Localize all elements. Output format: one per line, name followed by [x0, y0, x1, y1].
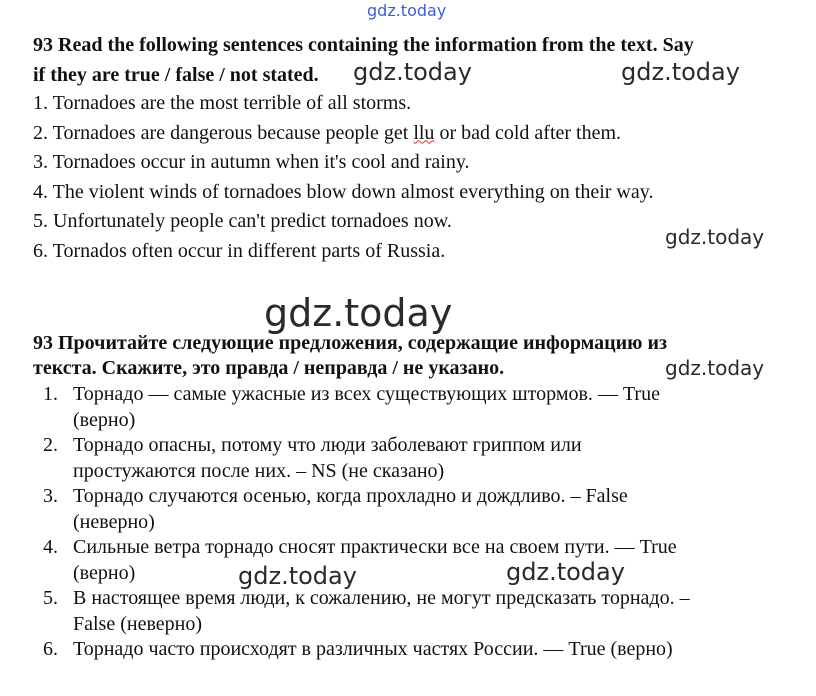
watermark: gdz.today — [367, 1, 447, 20]
list-item — [33, 237, 653, 267]
item-number: 6. — [43, 638, 58, 660]
list-item — [33, 148, 653, 178]
list-item — [40, 637, 780, 663]
item-text: Tornadoes are the most terrible of all storms. — [52, 92, 412, 114]
heading-line: 93 Прочитайте следующие предложения, содержащие информацию из — [33, 332, 668, 354]
item-line: (верно) — [73, 408, 136, 431]
item-number: 4. — [43, 536, 58, 558]
watermark: gdz.today — [353, 58, 472, 86]
item-line: Торнадо часто происходят в различных частях России. — True (верно) — [73, 638, 673, 660]
watermark: gdz.today — [238, 562, 357, 590]
item-number: 3. — [33, 151, 48, 173]
list-item — [40, 433, 780, 484]
watermark: gdz.today — [506, 558, 625, 586]
russian-answer-list — [40, 382, 780, 663]
list-item — [40, 484, 780, 535]
item-number: 4. — [33, 180, 48, 203]
item-line: False (неверно) — [73, 612, 203, 635]
item-number: 1. — [43, 383, 58, 405]
item-text — [53, 122, 621, 144]
item-number: 5. — [43, 587, 58, 609]
english-sentence-list — [33, 89, 653, 266]
item-number: 2. — [43, 434, 58, 456]
watermark: gdz.today — [621, 58, 740, 86]
list-item — [40, 535, 780, 590]
item-text-part: or bad cold after them. — [434, 121, 622, 144]
item-number: 3. — [43, 485, 58, 507]
item-number: 1. — [33, 92, 48, 114]
list-item — [33, 178, 653, 208]
item-line: В настоящее время люди, к сожалению, не могут предсказать торнадо. – — [73, 587, 690, 609]
russian-task-heading — [33, 331, 773, 381]
watermark: gdz.today — [665, 356, 765, 380]
item-number: 6. — [33, 239, 48, 262]
heading-line: if they are true / false / not stated. — [33, 64, 319, 86]
watermark: gdz.today — [264, 291, 453, 335]
spellcheck-underlined-word: llu — [413, 121, 435, 144]
list-item — [33, 119, 653, 149]
item-text: Unfortunately people can't predict tornadoes now. — [53, 210, 452, 232]
item-line: Сильные ветра торнадо сносят практически все на своем пути. — True — [73, 536, 677, 558]
watermark: gdz.today — [665, 225, 765, 249]
item-line: Торнадо опасны, потому что люди заболевают гриппом или — [73, 434, 582, 456]
item-text: The violent winds of tornadoes blow down almost everything on their way. — [52, 180, 654, 203]
item-text: Tornadoes occur in autumn when it's cool and rainy. — [52, 151, 470, 173]
item-line: Торнадо — самые ужасные из всех существующих штормов. — True — [73, 383, 660, 405]
list-item — [33, 207, 653, 237]
item-line: (неверно) — [73, 510, 155, 533]
item-number: 2. — [33, 121, 48, 144]
item-text: Tornados often occur in different parts of Russia. — [52, 239, 446, 262]
heading-line: текста. Скажите, это правда / неправда / не указано. — [33, 357, 505, 379]
item-number: 5. — [33, 210, 48, 232]
item-line: (верно) — [73, 561, 136, 584]
item-text-part: Tornadoes are dangerous because people get — [52, 121, 414, 144]
item-line: Торнадо случаются осенью, когда прохладно и дождливо. – False — [73, 485, 628, 507]
list-item — [40, 586, 780, 637]
item-line: простужаются после них. – NS (не сказано) — [73, 459, 445, 482]
list-item — [40, 382, 780, 433]
english-task-heading — [33, 30, 793, 90]
list-item — [33, 89, 653, 119]
heading-line: 93 Read the following sentences containing the information from the text. Say — [33, 34, 694, 56]
